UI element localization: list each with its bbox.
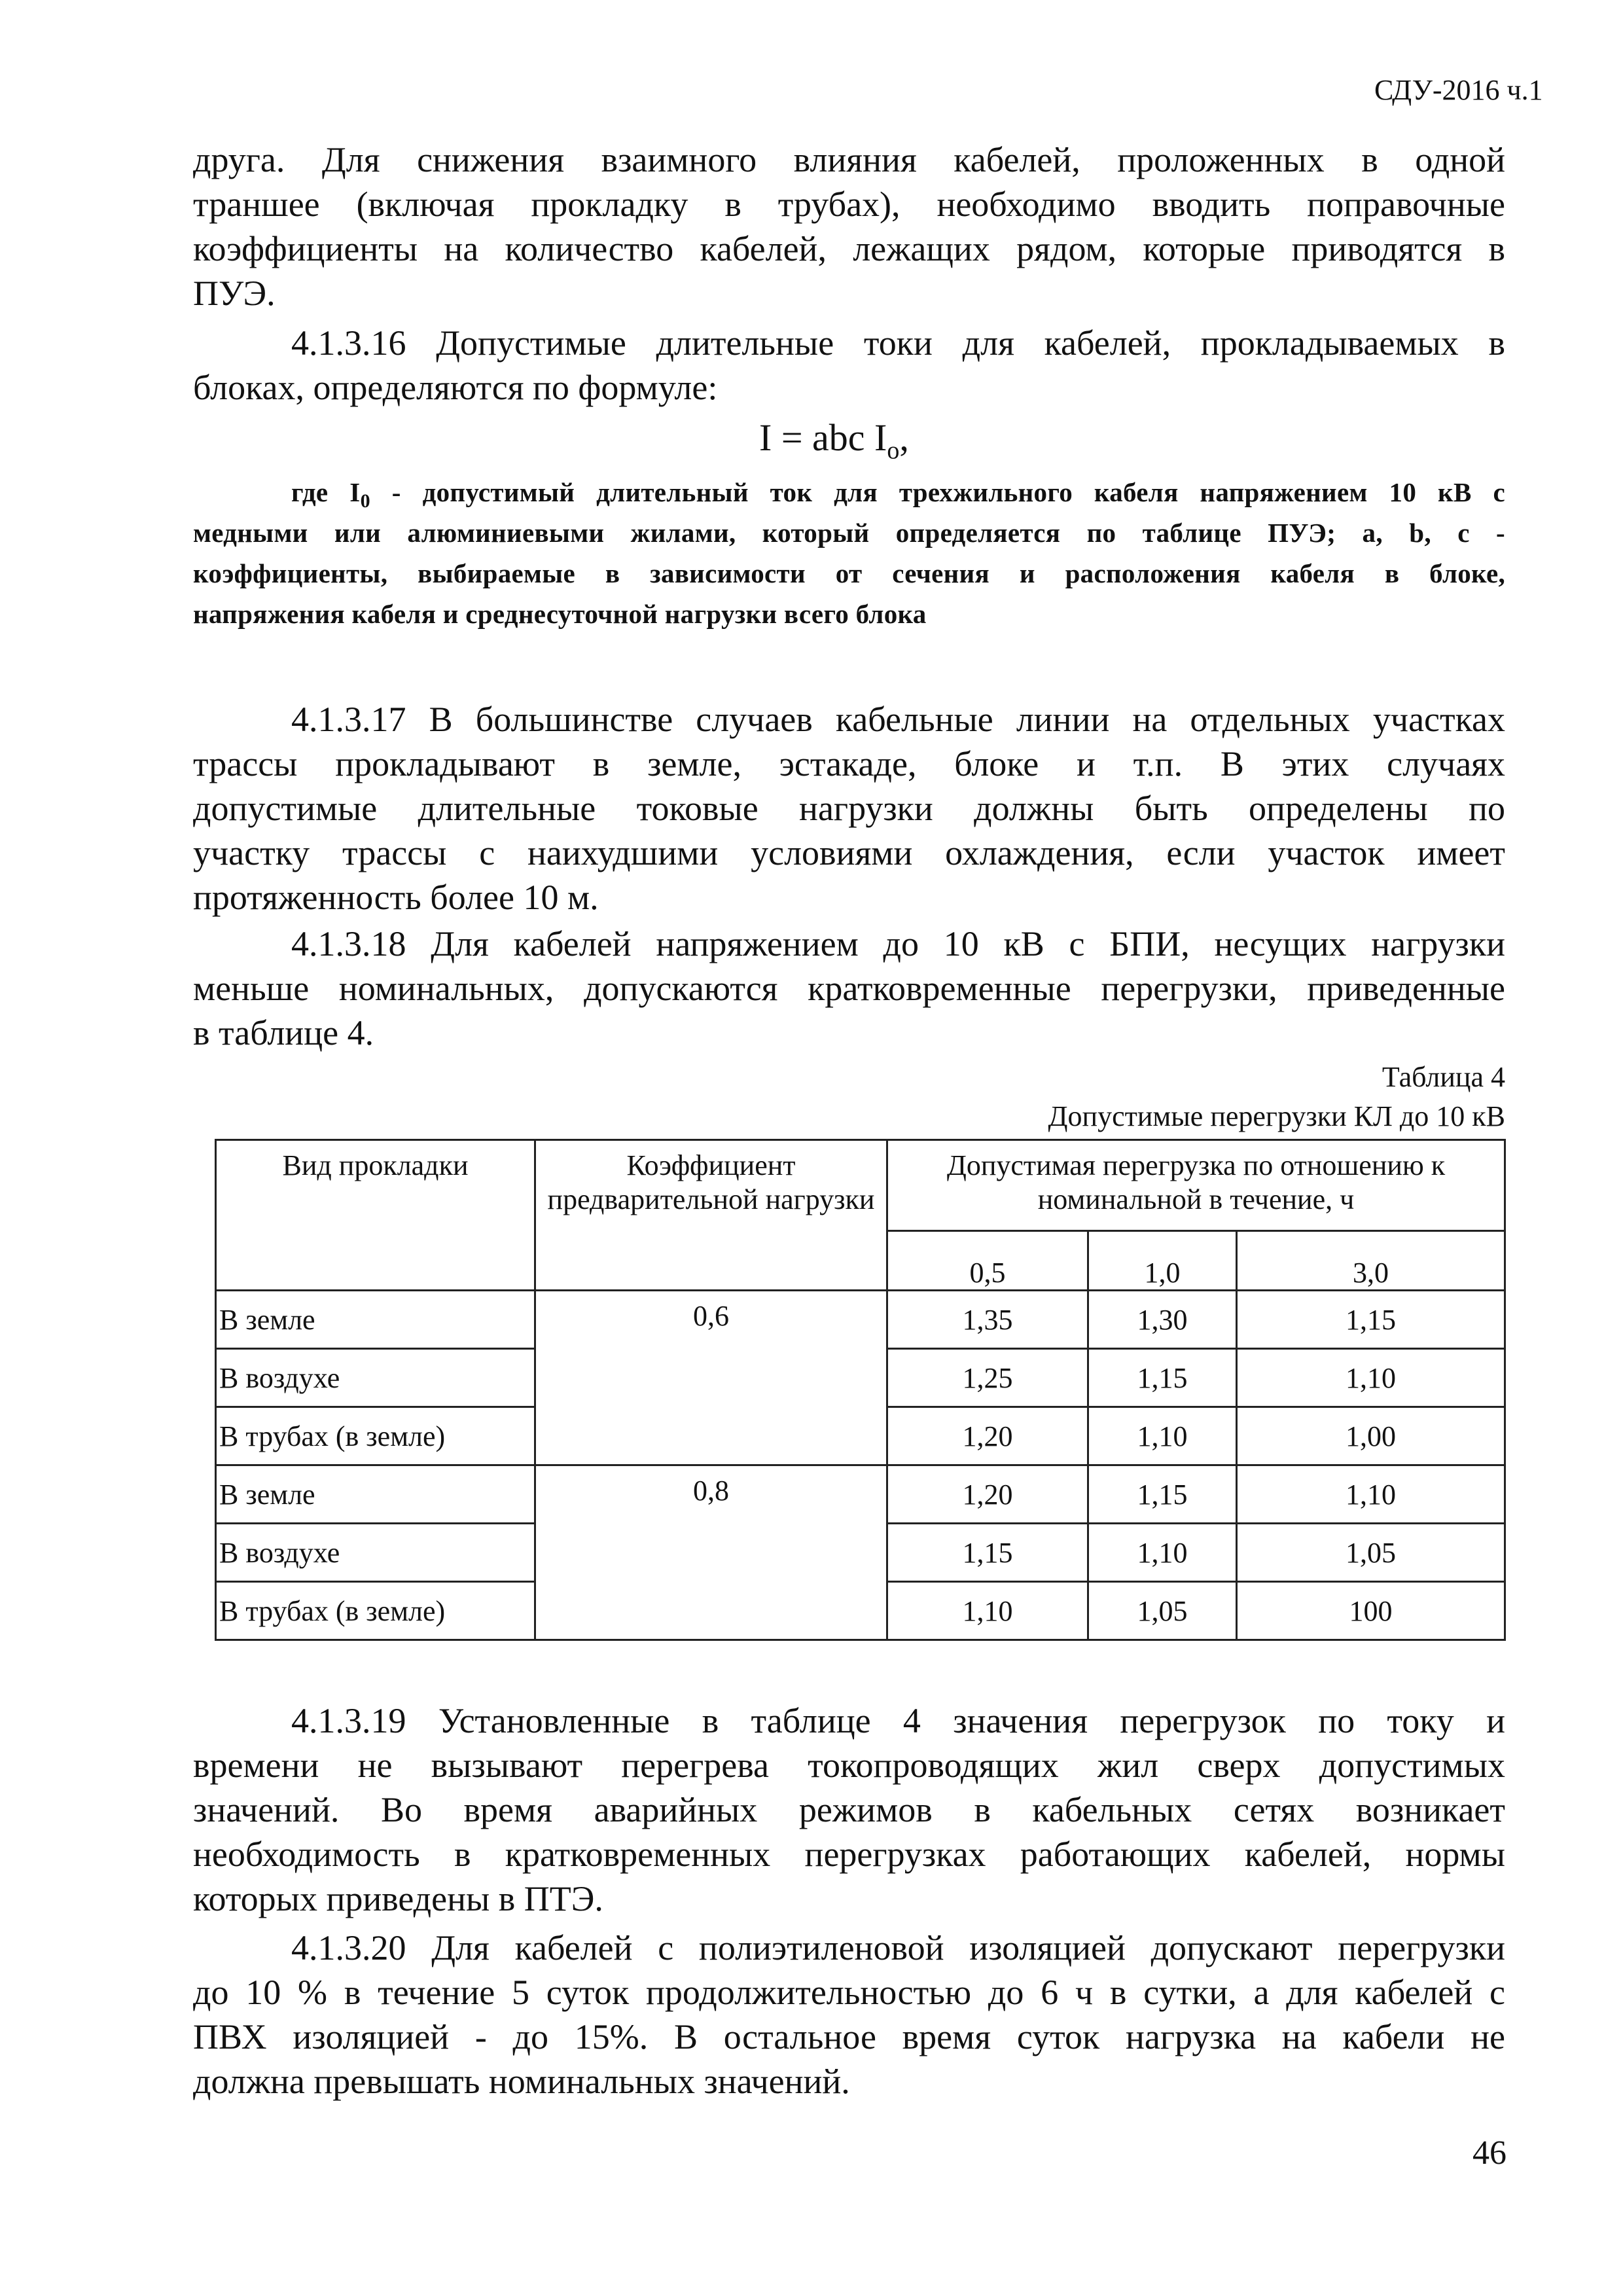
note-line: медными или алюминиевыми жилами, который определяется по таблице ПУЭ; a, b, c -: [193, 518, 1505, 548]
col-header-type: Вид прокладки: [216, 1140, 535, 1291]
value-cell: 1,35: [887, 1291, 1088, 1349]
duration-header: 3,0: [1237, 1231, 1505, 1291]
value-cell: 1,15: [1088, 1349, 1237, 1407]
value-cell: 1,10: [1088, 1407, 1237, 1465]
text-line: допустимые длительные токовые нагрузки должны быть определены по: [193, 789, 1505, 828]
note-line: напряжения кабеля и среднесуточной нагрузки всего блока: [193, 599, 927, 629]
note-line: коэффициенты, выбираемые в зависимости от сечения и расположения кабеля в блоке,: [193, 558, 1505, 588]
coefficient-cell: 0,8: [535, 1465, 887, 1640]
text-line: 4.1.3.19 Установленные в таблице 4 значения перегрузок по току и: [291, 1701, 1505, 1740]
text-line: 4.1.3.18 Для кабелей напряжением до 10 кВ с БПИ, несущих нагрузки: [291, 924, 1505, 963]
text-line: 4.1.3.20 Для кабелей с полиэтиленовой изоляцией допускают перегрузки: [291, 1928, 1505, 1967]
text-line: друга. Для снижения взаимного влияния кабелей, проложенных в одной: [193, 140, 1505, 179]
value-cell: 1,00: [1237, 1407, 1505, 1465]
document-code-header: СДУ-2016 ч.1: [1374, 74, 1543, 106]
table-row: [216, 1291, 1505, 1349]
duration-header: 0,5: [887, 1231, 1088, 1291]
text-line: необходимость в кратковременных перегрузках работающих кабелей, нормы: [193, 1835, 1505, 1874]
laying-type-cell: В воздухе: [216, 1349, 535, 1407]
value-cell: 1,10: [887, 1582, 1088, 1640]
laying-type-cell: В трубах (в земле): [216, 1582, 535, 1640]
value-cell: 1,20: [887, 1407, 1088, 1465]
value-cell: 1,20: [887, 1465, 1088, 1524]
col-header-coefficient: Коэффициент предварительной нагрузки: [535, 1140, 887, 1291]
text-line: которых приведены в ПТЭ.: [193, 1879, 603, 1918]
table-row: [216, 1465, 1505, 1524]
text-line: участку трассы с наихудшими условиями охлаждения, если участок имеет: [193, 833, 1505, 872]
value-cell: 1,30: [1088, 1291, 1237, 1349]
page-number: 46: [1472, 2134, 1507, 2172]
text-line: протяженность более 10 м.: [193, 878, 599, 917]
current-formula: I = abc $I_o$,: [759, 416, 909, 465]
value-cell: 1,10: [1237, 1465, 1505, 1524]
table-number: Таблица 4: [1382, 1061, 1505, 1093]
coefficient-cell: 0,6: [535, 1291, 887, 1465]
value-cell: 1,05: [1088, 1582, 1237, 1640]
text-line: коэффициенты на количество кабелей, лежащих рядом, которые приводятся в: [193, 229, 1505, 268]
text-line: 4.1.3.17 В большинстве случаев кабельные линии на отдельных участках: [291, 700, 1505, 739]
text-line: ПВХ изоляцией - до 15%. В остальное время суток нагрузка на кабели не: [193, 2017, 1505, 2056]
text-line: ПУЭ.: [193, 274, 276, 313]
text-line: в таблице 4.: [193, 1013, 374, 1052]
value-cell: 1,15: [1088, 1465, 1237, 1524]
text-line: до 10 % в течение 5 суток продолжительностью до 6 ч в сутки, а для кабелей с: [193, 1973, 1505, 2012]
value-cell: 1,15: [1237, 1291, 1505, 1349]
text-line: траншее (включая прокладку в трубах), необходимо вводить поправочные: [193, 185, 1505, 224]
table-title: Допустимые перегрузки КЛ до 10 кВ: [1048, 1100, 1505, 1132]
laying-type-cell: В воздухе: [216, 1524, 535, 1582]
value-cell: 100: [1237, 1582, 1505, 1640]
value-cell: 1,05: [1237, 1524, 1505, 1582]
text-line: значений. Во время аварийных режимов в кабельных сетях возникает: [193, 1790, 1505, 1829]
value-cell: 1,15: [887, 1524, 1088, 1582]
value-cell: 1,25: [887, 1349, 1088, 1407]
text-line: меньше номинальных, допускаются кратковременные перегрузки, приведенные: [193, 969, 1505, 1008]
text-line: должна превышать номинальных значений.: [193, 2062, 850, 2101]
duration-header: 1,0: [1088, 1231, 1237, 1291]
text-line: блоках, определяются по формуле:: [193, 368, 718, 407]
laying-type-cell: В земле: [216, 1465, 535, 1524]
text-line: 4.1.3.16 Допустимые длительные токи для кабелей, прокладываемых в: [291, 323, 1505, 363]
overload-table: [215, 1139, 1506, 1641]
value-cell: 1,10: [1237, 1349, 1505, 1407]
text-line: трассы прокладывают в земле, эстакаде, блоке и т.п. В этих случаях: [193, 744, 1505, 783]
text-line: времени не вызывают перегрева токопроводящих жил сверх допустимых: [193, 1746, 1505, 1785]
laying-type-cell: В трубах (в земле): [216, 1407, 535, 1465]
value-cell: 1,10: [1088, 1524, 1237, 1582]
laying-type-cell: В земле: [216, 1291, 535, 1349]
note-line: где $I_0$ - допустимый длительный ток для трехжильного кабеля напряжением 10 кВ с: [291, 477, 1505, 512]
col-header-overload: Допустимая перегрузка по отношению к номинальной в течение, ч: [887, 1140, 1505, 1231]
